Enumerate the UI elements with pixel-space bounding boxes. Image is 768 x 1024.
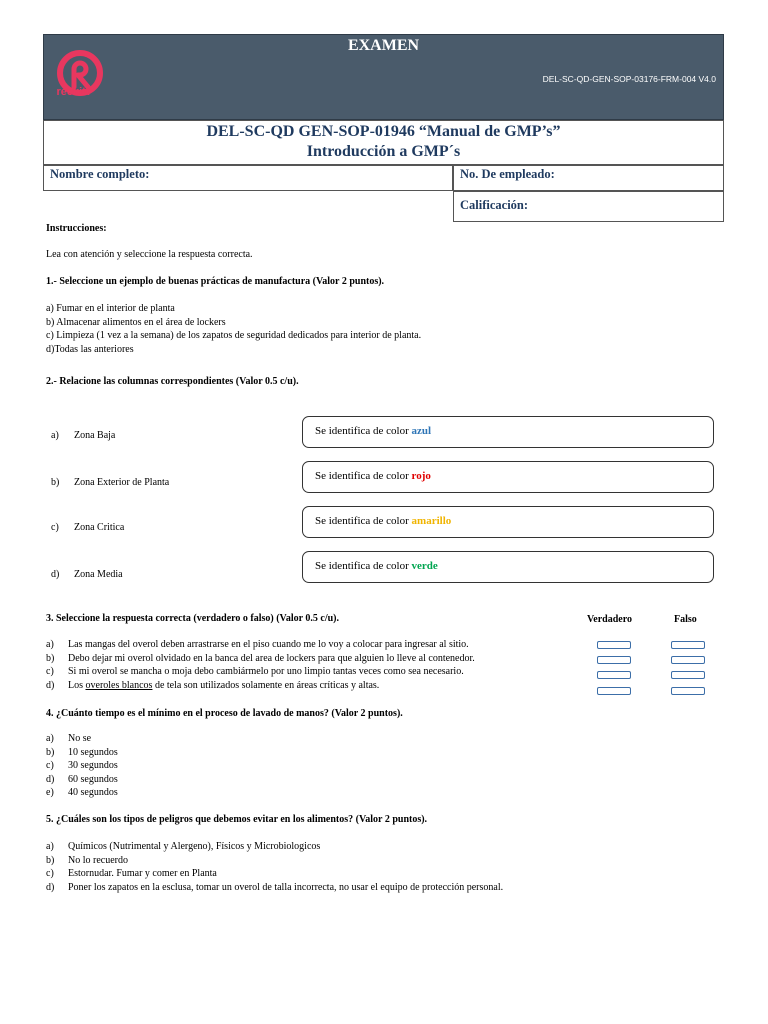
false-checkbox[interactable] bbox=[671, 671, 705, 679]
q3-letter: b) bbox=[46, 652, 55, 664]
q2-left-item: Zona Critica bbox=[74, 522, 125, 533]
q2-color-box-yellow[interactable] bbox=[302, 506, 714, 538]
q5-option[interactable]: No lo recuerdo bbox=[68, 854, 128, 866]
true-checkbox[interactable] bbox=[597, 687, 631, 695]
q4-letter: d) bbox=[46, 773, 55, 785]
q4-option[interactable]: No se bbox=[68, 733, 92, 744]
q3-statement-underlined: overoles blancos bbox=[85, 679, 153, 691]
q5-option[interactable]: Poner los zapatos en la esclusa, tomar un overol de talla incorrecta, no usar el equipo de protección personal. bbox=[68, 881, 504, 893]
q3-statement: Si mi overol se mancha o moja debo cambiármelo por uno limpio tantas veces como sea necesario. bbox=[68, 666, 464, 677]
grade-field[interactable] bbox=[453, 191, 724, 222]
q2-left-letter: a) bbox=[51, 430, 59, 441]
q3-letter: a) bbox=[46, 639, 54, 650]
document-title-box bbox=[43, 120, 724, 165]
q2-left-letter: d) bbox=[51, 569, 60, 580]
question-4-title: 4. ¿Cuánto tiempo es el mínimo en el proceso de lavado de manos? (Valor 2 puntos). bbox=[46, 708, 403, 719]
q1-option[interactable]: c) Limpieza (1 vez a la semana) de los zapatos de seguridad dedicados para interior de planta. bbox=[46, 330, 422, 341]
q4-option[interactable]: 60 segundos bbox=[68, 773, 118, 785]
false-checkbox[interactable] bbox=[671, 656, 705, 664]
q2-color-prefix: Se identifica de color bbox=[315, 560, 409, 572]
employee-number-field[interactable] bbox=[453, 165, 724, 191]
q4-option[interactable]: 40 segundos bbox=[68, 787, 118, 798]
q3-statement bbox=[68, 679, 379, 693]
q2-color-word: verde bbox=[411, 560, 438, 572]
employee-number-label: No. De empleado: bbox=[460, 167, 555, 181]
question-3-title: 3. Seleccione la respuesta correcta (verdadero o falso) (Valor 0.5 c/u). bbox=[46, 613, 339, 624]
q2-left-letter: c) bbox=[51, 522, 59, 533]
q2-color-prefix: Se identifica de color bbox=[315, 425, 409, 437]
q2-left-item: Zona Baja bbox=[74, 430, 116, 441]
q2-color-box-blue[interactable] bbox=[302, 416, 714, 448]
q5-letter: c) bbox=[46, 868, 54, 879]
q3-statement-pre: Los bbox=[68, 679, 86, 691]
q5-option[interactable]: Estornudar. Fumar y comer en Planta bbox=[68, 868, 217, 879]
false-checkbox[interactable] bbox=[671, 641, 705, 649]
name-field[interactable] bbox=[43, 165, 453, 191]
q4-letter: c) bbox=[46, 760, 54, 771]
q3-statement: Debo dejar mi overol olvidado en la banca del area de lockers para que alguien lo lleve al contenedor. bbox=[68, 652, 475, 664]
q1-option[interactable]: a) Fumar en el interior de planta bbox=[46, 303, 175, 314]
q2-color-prefix: Se identifica de color bbox=[315, 515, 409, 527]
q2-left-letter: b) bbox=[51, 477, 60, 488]
q4-letter: e) bbox=[46, 787, 54, 798]
document-title: DEL-SC-QD GEN-SOP-01946 “Manual de GMP’s” bbox=[206, 123, 561, 140]
q2-color-word: rojo bbox=[411, 470, 431, 482]
question-1-title: 1.- Seleccione un ejemplo de buenas prácticas de manufactura (Valor 2 puntos). bbox=[46, 276, 385, 287]
document-subtitle: Introducción a GMP´s bbox=[306, 143, 461, 160]
form-code: DEL-SC-QD-GEN-SOP-03176-FRM-004 V4.0 bbox=[542, 74, 716, 84]
q5-letter: a) bbox=[46, 841, 54, 852]
false-checkbox[interactable] bbox=[671, 687, 705, 695]
question-5-title: 5. ¿Cuáles son los tipos de peligros que debemos evitar en los alimentos? (Valor 2 puntos). bbox=[46, 814, 428, 825]
q3-letter: d) bbox=[46, 679, 55, 691]
q4-letter: a) bbox=[46, 733, 54, 744]
q2-color-word: azul bbox=[411, 425, 432, 437]
q3-letter: c) bbox=[46, 666, 54, 677]
question-2-title: 2.- Relacione las columnas correspondientes (Valor 0.5 c/u). bbox=[46, 376, 299, 387]
q5-letter: b) bbox=[46, 854, 55, 866]
instructions-title: Instrucciones: bbox=[46, 223, 107, 234]
q2-left-item: Zona Exterior de Planta bbox=[74, 477, 170, 488]
q1-option[interactable]: b) Almacenar alimentos en el área de lockers bbox=[46, 316, 226, 328]
q2-left-item: Zona Media bbox=[74, 569, 123, 580]
exam-title: EXAMEN bbox=[347, 37, 420, 54]
q2-color-word: amarillo bbox=[411, 515, 452, 527]
q2-color-box-green[interactable] bbox=[302, 551, 714, 583]
exam-header bbox=[43, 34, 724, 120]
true-checkbox[interactable] bbox=[597, 641, 631, 649]
q4-option[interactable]: 10 segundos bbox=[68, 746, 118, 758]
q4-letter: b) bbox=[46, 746, 55, 758]
instructions-text: Lea con atención y seleccione la respuesta correcta. bbox=[46, 249, 253, 260]
name-field-label: Nombre completo: bbox=[50, 167, 150, 181]
q2-color-box-red[interactable] bbox=[302, 461, 714, 493]
q4-option[interactable]: 30 segundos bbox=[68, 760, 118, 771]
grade-label: Calificación: bbox=[460, 198, 529, 212]
reckitt-logo-icon bbox=[52, 47, 108, 115]
q3-statement: Las mangas del overol deben arrastrarse en el piso cuando me lo voy a colocar para ingresar al sitio. bbox=[68, 639, 469, 650]
true-checkbox[interactable] bbox=[597, 671, 631, 679]
logo-text: reckitt bbox=[56, 86, 90, 98]
q5-option[interactable]: Químicos (Nutrimental y Alergeno), Físicos y Microbiologicos bbox=[68, 841, 321, 852]
q5-letter: d) bbox=[46, 881, 55, 893]
q3-statement-post: de tela son utilizados solamente en áreas críticas y altas. bbox=[152, 679, 380, 691]
false-column-header: Falso bbox=[674, 614, 697, 625]
true-checkbox[interactable] bbox=[597, 656, 631, 664]
true-column-header: Verdadero bbox=[587, 614, 632, 625]
q1-option[interactable]: d)Todas las anteriores bbox=[46, 343, 134, 355]
q2-color-prefix: Se identifica de color bbox=[315, 470, 409, 482]
